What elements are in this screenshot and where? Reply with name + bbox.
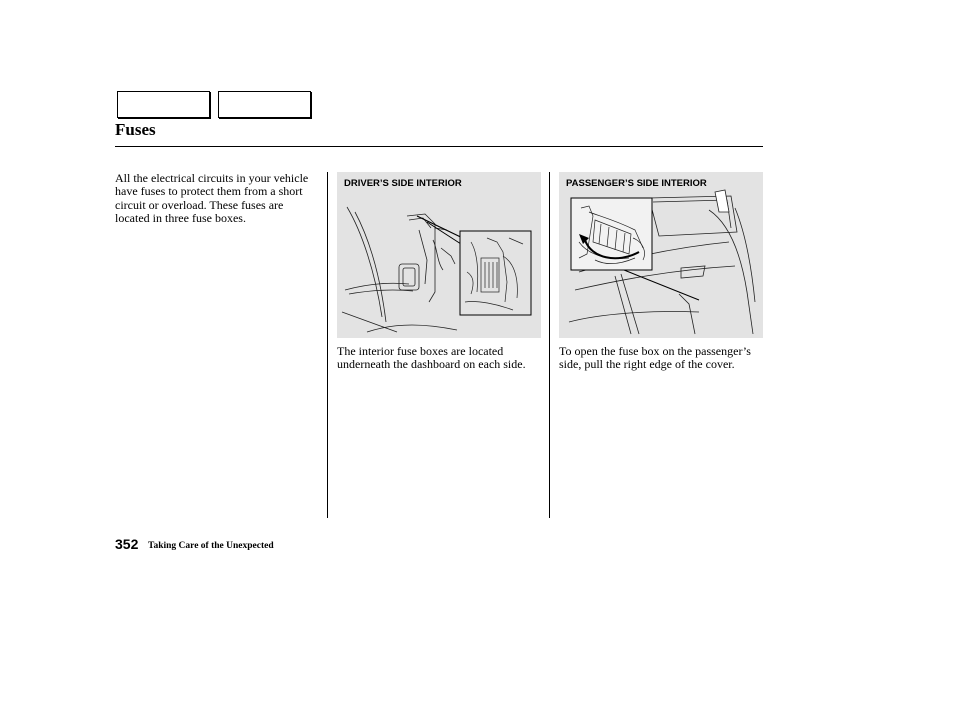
passenger-figure-label: PASSENGER’S SIDE INTERIOR xyxy=(566,178,707,189)
intro-paragraph: All the electrical circuits in your vehicle have fuses to protect them from a short circuit or overload. These fuses are located in three fuse boxes. xyxy=(115,171,309,226)
passenger-side-figure xyxy=(559,172,763,338)
nav-tab-previous[interactable] xyxy=(117,91,210,118)
column-divider-left xyxy=(327,172,328,518)
nav-tab-next[interactable] xyxy=(218,91,311,118)
column-divider-right xyxy=(549,172,550,518)
title-rule xyxy=(115,146,763,147)
section-title: Taking Care of the Unexpected xyxy=(148,541,274,551)
driver-figure-label: DRIVER’S SIDE INTERIOR xyxy=(344,178,462,189)
driver-interior-illustration xyxy=(337,172,541,338)
page-title: Fuses xyxy=(115,120,156,139)
driver-caption: The interior fuse boxes are located underneath the dashboard on each side. xyxy=(337,344,526,372)
passenger-interior-illustration xyxy=(559,172,763,338)
passenger-caption: To open the fuse box on the passenger’s side, pull the right edge of the cover. xyxy=(559,344,751,372)
driver-side-figure xyxy=(337,172,541,338)
page-number: 352 xyxy=(115,536,139,552)
